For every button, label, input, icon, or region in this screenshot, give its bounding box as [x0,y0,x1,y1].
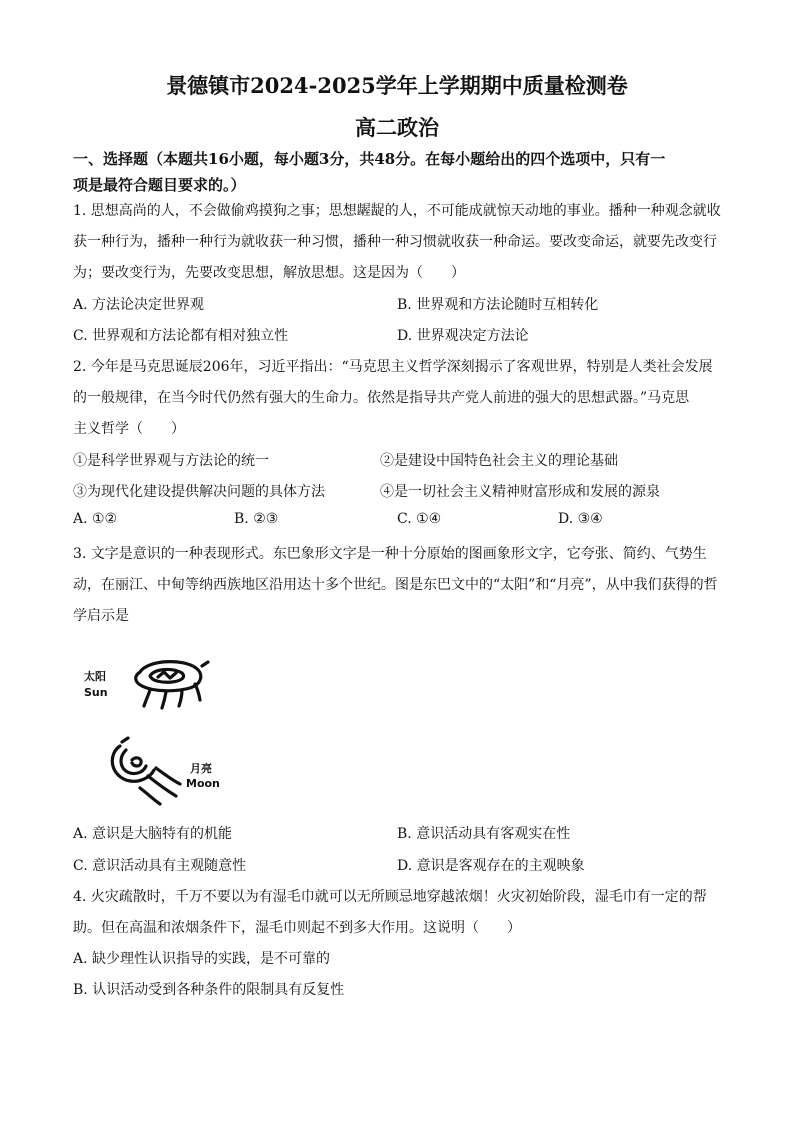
section-header-line2: 项是最符合题目要求的。） [73,176,246,194]
q2-statement-3: ③为现代化建设提供解决问题的具体方法 [73,484,325,500]
q4-option-a[interactable]: A. 缺少理性认识指导的实践，是不可靠的 [73,951,331,967]
q3-stem-line3: 学启示是 [73,608,129,624]
q2-stem-line1: 2. 今年是马克思诞辰206年，习近平指出：“马克思主义哲学深刻揭示了客观世界，特别是人类社会发展 [73,359,713,375]
exam-title: 景德镇市2024-2025学年上学期期中质量检测卷 [166,73,628,98]
q1-option-c[interactable]: C. 世界观和方法论都有相对独立性 [73,328,289,344]
q1-stem-line1: 1. 思想高尚的人，不会做偷鸡摸狗之事；思想龌龊的人，不可能成就惊天动地的事业。播种一种观念就收 [73,203,721,219]
section-header-line1: 一、选择题（本题共16小题，每小题3分，共48分。在每小题给出的四个选项中，只有一 [73,150,666,168]
q3-stem-line2: 动，在丽江、中甸等纳西族地区沿用达十多个世纪。图是东巴文中的“太阳”和“月亮”，从中我们获得的哲 [73,577,718,593]
q4-option-b[interactable]: B. 认识活动受到各种条件的限制具有反复性 [73,982,345,998]
q1-option-a[interactable]: A. 方法论决定世界观 [73,297,205,313]
q3-option-b[interactable]: B. 意识活动具有客观实在性 [397,826,571,842]
dongba-moon-glyph [112,738,180,804]
sun-label-cn: 太阳 [84,670,106,683]
q2-option-a[interactable]: A. ①② [73,511,118,527]
q1-stem-line3: 为；要改变行为，先要改变思想，解放思想。这是因为（ ） [73,265,465,281]
q1-option-d[interactable]: D. 世界观决定方法论 [397,328,529,344]
moon-label-cn: 月亮 [190,762,212,775]
q4-stem-line1: 4. 火灾疏散时，千万不要以为有湿毛巾就可以无所顾忌地穿越浓烟！火灾初始阶段，湿毛巾有一定的帮 [73,889,707,905]
q2-option-c[interactable]: C. ①④ [397,511,442,527]
q3-option-c[interactable]: C. 意识活动具有主观随意性 [73,858,247,874]
exam-subject: 高二政治 [355,115,439,140]
q2-statement-2: ②是建设中国特色社会主义的理论基础 [380,453,618,469]
q2-stem-line3: 主义哲学（ ） [73,421,185,437]
sun-label-en: Sun [84,686,108,699]
q2-option-d[interactable]: D. ③④ [558,511,603,527]
q1-stem-line2: 获一种行为，播种一种行为就收获一种习惯，播种一种习惯就收获一种命运。要改变命运，就要先改变行 [73,234,717,250]
q2-statement-4: ④是一切社会主义精神财富形成和发展的源泉 [380,484,660,500]
q3-stem-line1: 3. 文字是意识的一种表现形式。东巴象形文字是一种十分原始的图画象形文字，它夸张、简约、气势生 [73,546,707,562]
q4-stem-line2: 助。但在高温和浓烟条件下，湿毛巾则起不到多大作用。这说明（ ） [73,920,521,936]
q2-stem-line2: 的一般规律，在当今时代仍然有强大的生命力。依然是指导共产党人前进的强大的思想武器。”马克思 [73,390,690,406]
dongba-sun-glyph [136,662,208,708]
section-header [73,146,733,198]
q2-statement-1: ①是科学世界观与方法论的统一 [73,453,269,469]
q3-option-d[interactable]: D. 意识是客观存在的主观映象 [397,858,585,874]
moon-label-en: Moon [186,777,220,790]
q2-option-b[interactable]: B. ②③ [234,511,279,527]
q3-option-a[interactable]: A. 意识是大脑特有的机能 [73,826,233,842]
q1-option-b[interactable]: B. 世界观和方法论随时互相转化 [397,297,599,313]
dongba-figure [78,650,248,810]
